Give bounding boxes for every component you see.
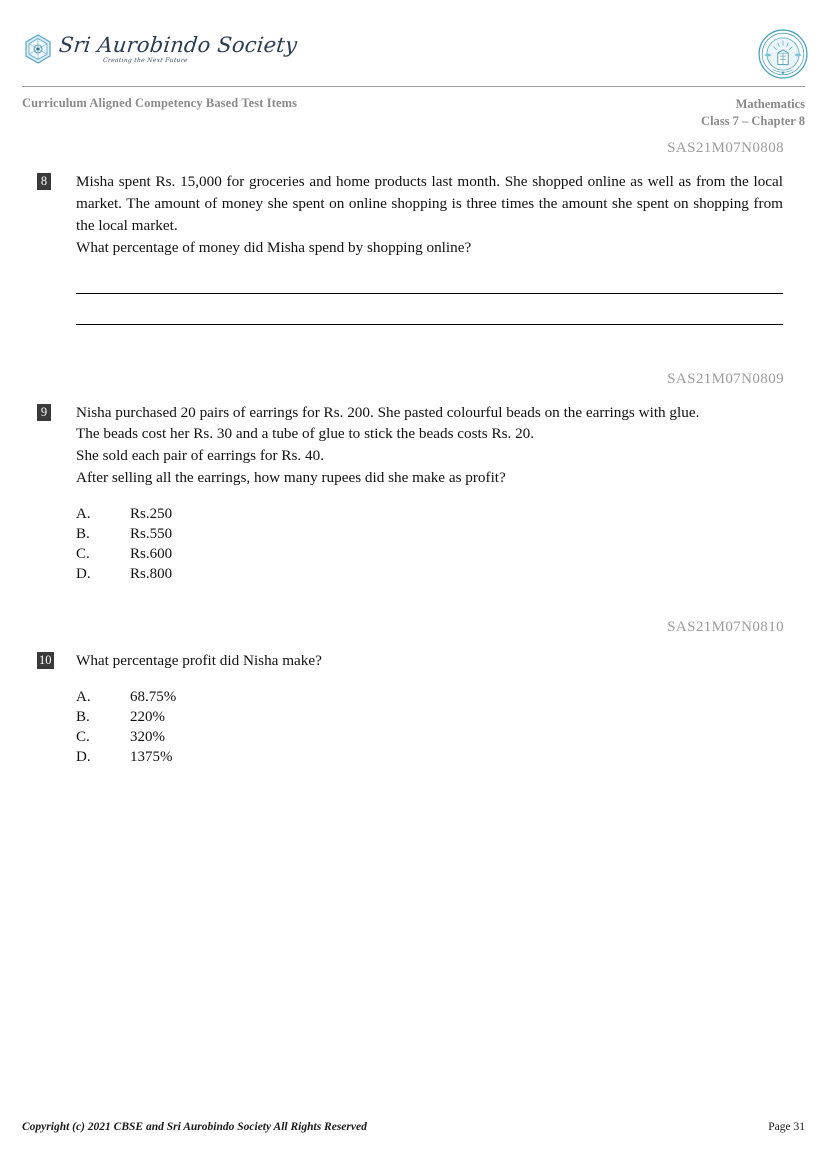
footer-page-number: Page 31 (768, 1121, 805, 1133)
sas-name-text: Sri Aurobindo Society (57, 32, 299, 57)
question-text-line: She sold each pair of earrings for Rs. 40. (76, 447, 324, 465)
option-letter: B. (76, 526, 90, 543)
header-title: Curriculum Aligned Competency Based Test Items (22, 96, 298, 110)
option-row[interactable] (76, 545, 827, 565)
question-text-line: What percentage profit did Nisha make? (76, 651, 322, 669)
options-q10 (0, 688, 827, 768)
page-header (0, 0, 827, 140)
spacer (0, 259, 827, 293)
question-number-badge-8: 8 (37, 173, 51, 190)
option-letter: B. (76, 708, 90, 725)
question-text-8 (76, 171, 783, 259)
question-text-10 (76, 650, 783, 672)
question-9 (0, 402, 827, 490)
page-content (0, 140, 827, 768)
question-text-line: Misha spent Rs. 15,000 for groceries and home products last month. She shopped online as well as from the local market. The amount of money she spent on online shopping is three times the amount she spent on shopping from the local market. (76, 173, 783, 234)
question-text-line: What percentage of money did Misha spend by shopping online? (76, 238, 472, 256)
option-text: 220% (130, 708, 165, 725)
option-letter: D. (76, 748, 91, 765)
option-letter: D. (76, 565, 91, 582)
header-subject-block (701, 96, 805, 129)
spacer (0, 585, 827, 619)
sri-aurobindo-society-hexagon-emblem (22, 33, 54, 65)
question-text-line: The beads cost her Rs. 30 and a tube of glue to stick the beads costs Rs. 20. (76, 425, 535, 443)
option-row[interactable] (76, 688, 827, 708)
option-letter: A. (76, 506, 91, 523)
item-code-q10: SAS21M07N0810 (667, 618, 784, 635)
spacer (0, 325, 827, 371)
question-number-badge-10: 10 (39, 652, 52, 667)
question-text-9 (76, 402, 783, 490)
option-text: Rs.800 (130, 565, 173, 582)
header-divider (22, 86, 805, 87)
option-letter: C. (76, 728, 90, 745)
option-row[interactable] (76, 505, 827, 525)
page-footer (0, 1121, 827, 1141)
option-letter: A. (76, 688, 91, 705)
option-text: 1375% (130, 748, 173, 765)
option-text: Rs.600 (130, 546, 173, 562)
spacer (76, 294, 783, 324)
cbse-circular-emblem (757, 28, 809, 80)
option-row[interactable] (76, 748, 827, 768)
option-text: Rs.250 (130, 506, 173, 523)
answer-lines-q8 (0, 293, 827, 325)
option-row[interactable] (76, 728, 827, 748)
sas-wordmark (57, 32, 299, 64)
question-10 (0, 650, 827, 672)
header-subject: Mathematics (735, 97, 805, 111)
footer-copyright: Copyright (c) 2021 CBSE and Sri Aurobindo Society All Rights Reserved (22, 1121, 367, 1133)
option-text: 320% (130, 728, 165, 745)
header-class-chapter: Class 7 – Chapter 8 (701, 113, 805, 128)
sri-aurobindo-society-logo (22, 33, 297, 65)
question-number-badge-9: 9 (37, 404, 51, 421)
options-q9 (0, 505, 827, 585)
option-text: 68.75% (130, 688, 177, 705)
item-code-q8: SAS21M07N0808 (667, 140, 784, 156)
question-8 (0, 171, 827, 259)
option-text: Rs.550 (130, 526, 173, 543)
option-letter: C. (76, 546, 90, 562)
option-row[interactable] (76, 565, 827, 585)
sas-tagline-text: Creating the Next Future (102, 56, 189, 64)
item-code-q9: SAS21M07N0809 (667, 370, 784, 387)
option-row[interactable] (76, 525, 827, 545)
question-text-line: After selling all the earrings, how many rupees did she make as profit? (76, 469, 506, 487)
option-row[interactable] (76, 708, 827, 728)
question-text-line: Nisha purchased 20 pairs of earrings for Rs. 200. She pasted colourful beads on the earrings with glue. (76, 403, 700, 421)
